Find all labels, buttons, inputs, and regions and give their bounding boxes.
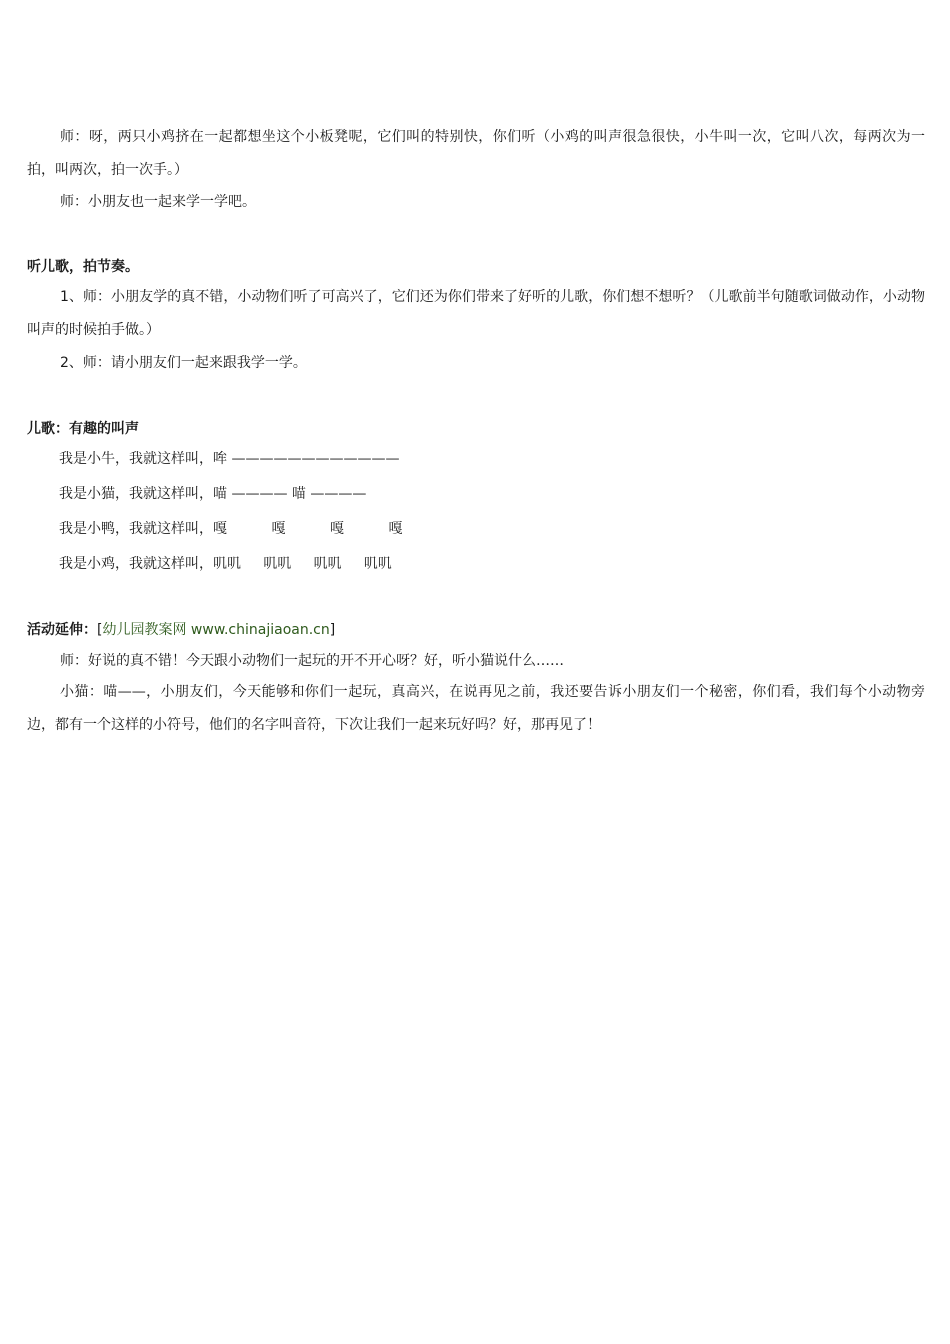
section-heading-listen: 听儿歌，拍节奏。: [27, 259, 139, 275]
step-2-text: 、师：请小朋友们一起来跟我学一学。: [68, 355, 307, 371]
teacher-paragraph-chicks: 师：呀，两只小鸡挤在一起都想坐这个小板凳呢，它们叫的特别快，你们听（小鸡的叫声很急很快，小牛叫一次，它叫八次，每两次为一拍，叫两次，拍一次手。）: [27, 129, 925, 178]
site-link-url[interactable]: www.chinajiaoan.cn: [186, 622, 330, 638]
poem-line-chick: 我是小鸡，我就这样叫，叽叽 叽叽 叽叽 叽叽: [59, 556, 392, 572]
poem-heading: 儿歌：有趣的叫声: [27, 421, 139, 437]
step-2-paragraph: [27, 353, 925, 373]
teacher-paragraph-learn: 师：小朋友也一起来学一学吧。: [60, 194, 256, 210]
extension-heading-label: 活动延伸：: [27, 622, 97, 638]
extension-heading: [27, 620, 335, 640]
step-1-paragraph: [27, 281, 925, 347]
poem-line-cow: 我是小牛，我就这样叫，哞 ————————————: [59, 451, 400, 467]
poem-line-duck: 我是小鸭，我就这样叫，嘎 嘎 嘎 嘎: [59, 521, 403, 537]
teacher-paragraph-closing: 师：好说的真不错！今天跟小动物们一起玩的开不开心呀？好，听小猫说什么……: [60, 653, 564, 669]
step-1-number: 1: [60, 289, 69, 305]
link-bracket-close: ]: [329, 622, 336, 638]
step-2-number: 2: [60, 355, 69, 371]
poem-line-cat: 我是小猫，我就这样叫，喵 ———— 喵 ————: [59, 486, 367, 502]
site-link-name[interactable]: 幼儿园教案网: [102, 622, 187, 638]
step-1-text: 、师：小朋友学的真不错，小动物们听了可高兴了，它们还为你们带来了好听的儿歌，你们想不想听？（儿歌前半句随歌词做动作，小动物叫声的时候拍手做。）: [27, 289, 925, 338]
cat-paragraph-farewell: 小猫：喵——，小朋友们，今天能够和你们一起玩，真高兴，在说再见之前，我还要告诉小朋友们一个秘密，你们看，我们每个小动物旁边，都有一个这样的小符号，他们的名字叫音符，下次让我们一起来玩好吗？好，那再见了！: [27, 684, 925, 733]
link-bracket-open: [: [97, 622, 103, 638]
